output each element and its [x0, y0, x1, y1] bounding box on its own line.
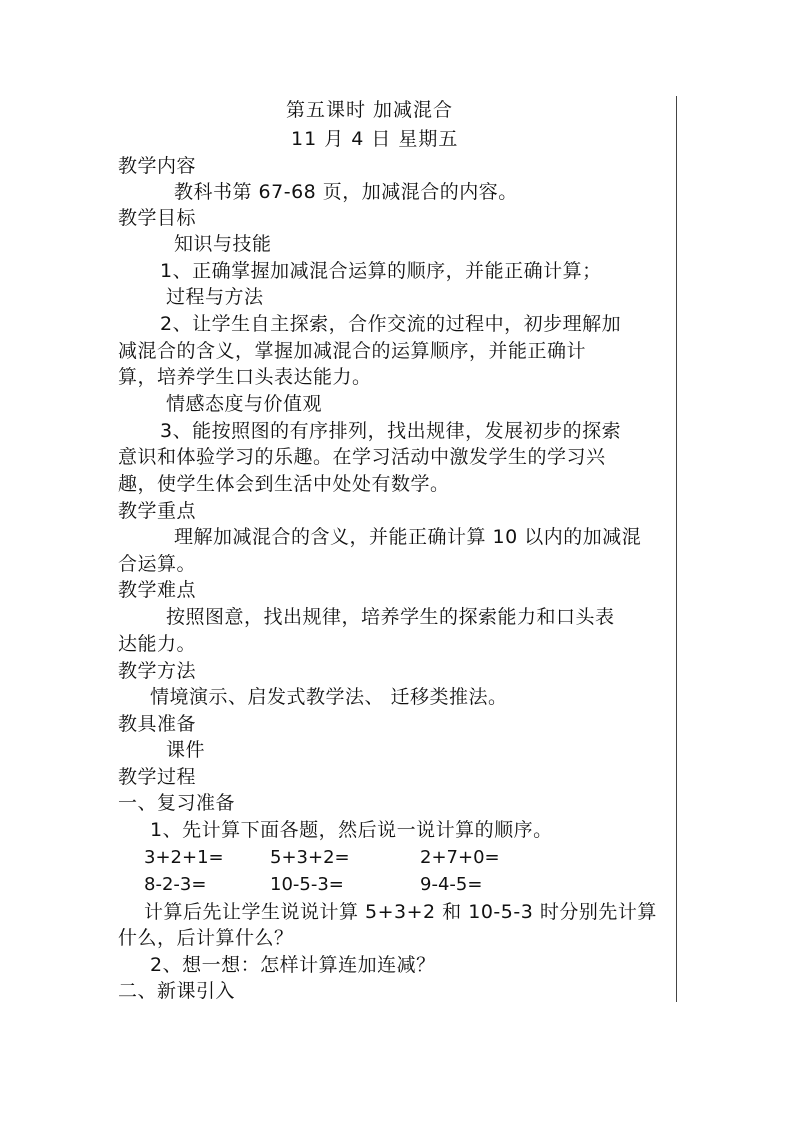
- difficult-line: 达能力。: [118, 633, 197, 655]
- goal3-line: 3、能按照图的有序排列，找出规律，发展初步的探索: [160, 420, 622, 442]
- goal3-line: 意识和体验学习的乐趣。在学习活动中激发学生的学习兴: [118, 446, 606, 468]
- key-line: 合运算。: [118, 553, 197, 575]
- goal1-text: 1、正确掌握加减混合运算的顺序，并能正确计算；: [160, 260, 602, 282]
- goal2-line: 算，培养学生口头表达能力。: [118, 366, 372, 388]
- content-text: 教科书第 67-68 页，加减混合的内容。: [174, 181, 518, 203]
- new-lesson-heading: 二、新课引入: [118, 980, 236, 1002]
- review-note: 什么，后计算什么？: [118, 927, 294, 949]
- review-note: 计算后先让学生说说计算 5+3+2 和 10-5-3 时分别先计算: [144, 901, 657, 923]
- method-text: 情境演示、启发式教学法、 迁移类推法。: [150, 686, 508, 708]
- review-heading: 一、复习准备: [118, 792, 236, 814]
- exercise: 8-2-3=: [144, 874, 207, 895]
- tools-heading: 教具准备: [118, 713, 197, 735]
- exercise: 10-5-3=: [270, 874, 344, 895]
- goals-heading: 教学目标: [118, 207, 197, 229]
- method-heading: 教学方法: [118, 660, 197, 682]
- tools-text: 课件: [166, 739, 206, 761]
- goal2-line: 减混合的含义，掌握加减混合的运算顺序，并能正确计: [118, 340, 587, 362]
- exercise: 5+3+2=: [270, 847, 350, 868]
- review-item: 2、想一想：怎样计算连加连减？: [150, 954, 436, 976]
- goal2-heading: 过程与方法: [166, 286, 264, 308]
- content-heading: 教学内容: [118, 155, 197, 177]
- goal2-line: 2、让学生自主探索，合作交流的过程中，初步理解加: [160, 313, 622, 335]
- review-item: 1、先计算下面各题，然后说一说计算的顺序。: [150, 819, 553, 841]
- key-line: 理解加减混合的含义，并能正确计算 10 以内的加减混: [174, 526, 642, 548]
- goal3-line: 趣，使学生体会到生活中处处有数学。: [118, 473, 450, 495]
- exercise: 9-4-5=: [420, 874, 483, 895]
- exercise: 2+7+0=: [420, 847, 500, 868]
- lesson-title: 第五课时 加减混合: [286, 99, 454, 121]
- exercise: 3+2+1=: [144, 847, 224, 868]
- difficult-line: 按照图意，找出规律，培养学生的探索能力和口头表: [166, 606, 615, 628]
- key-heading: 教学重点: [118, 500, 197, 522]
- goal3-heading: 情感态度与价值观: [166, 393, 323, 415]
- difficult-heading: 教学难点: [118, 579, 197, 601]
- process-heading: 教学过程: [118, 766, 197, 788]
- goal1-heading: 知识与技能: [174, 233, 272, 255]
- right-margin-rule: [676, 96, 677, 1002]
- lesson-date: 11 月 4 日 星期五: [291, 128, 459, 150]
